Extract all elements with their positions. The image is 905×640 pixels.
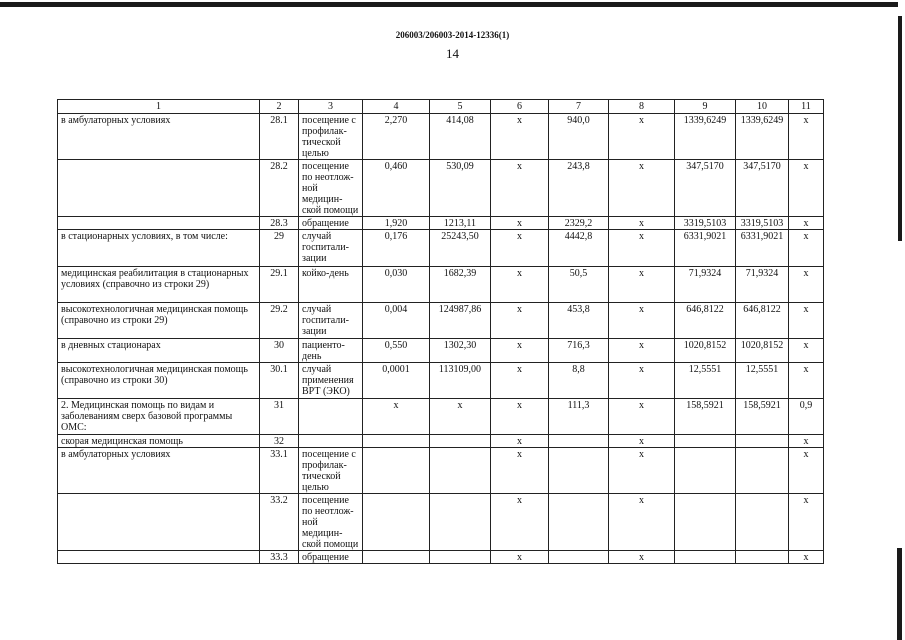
table-cell: х <box>789 160 824 217</box>
table-cell: 8,8 <box>549 363 609 399</box>
table-cell: 2. Медицинская помощь по видам и заболеваниям сверх базовой программы ОМС: <box>58 399 260 435</box>
table-cell: в амбулаторных условиях <box>58 114 260 160</box>
table-cell: 1213,11 <box>430 217 491 230</box>
table-cell: 29 <box>260 230 299 267</box>
table-cell: обращение <box>299 551 363 564</box>
table-cell: 1020,8152 <box>675 339 736 363</box>
table-cell: 1339,6249 <box>736 114 789 160</box>
scan-border-right-lower <box>897 548 902 640</box>
table-cell: в дневных стационарах <box>58 339 260 363</box>
table-cell: 28.3 <box>260 217 299 230</box>
table-cell: х <box>609 363 675 399</box>
table-cell: 25243,50 <box>430 230 491 267</box>
table-cell: х <box>491 160 549 217</box>
table-cell: 30.1 <box>260 363 299 399</box>
table-cell: в стационарных условиях, в том числе: <box>58 230 260 267</box>
table-cell: 0,460 <box>363 160 430 217</box>
table-row <box>58 551 824 564</box>
table-cell: 1302,30 <box>430 339 491 363</box>
table-cell: 4442,8 <box>549 230 609 267</box>
table-cell: 50,5 <box>549 267 609 303</box>
table-cell <box>430 551 491 564</box>
table-cell: х <box>491 303 549 339</box>
table-cell: х <box>609 399 675 435</box>
table-cell: 0,004 <box>363 303 430 339</box>
table-header-row <box>58 100 824 114</box>
table-cell: 28.1 <box>260 114 299 160</box>
table-cell: 113109,00 <box>430 363 491 399</box>
table-cell: 716,3 <box>549 339 609 363</box>
table-cell: х <box>609 114 675 160</box>
table-cell: х <box>789 339 824 363</box>
column-header: 6 <box>491 100 549 114</box>
table-cell: х <box>609 217 675 230</box>
table-cell: 6331,9021 <box>675 230 736 267</box>
table-cell: х <box>609 267 675 303</box>
table-cell <box>363 494 430 551</box>
table-cell <box>363 551 430 564</box>
table-cell <box>430 435 491 448</box>
table-cell: х <box>789 303 824 339</box>
table-cell: 1682,39 <box>430 267 491 303</box>
table-cell: 646,8122 <box>675 303 736 339</box>
table-cell: 33.1 <box>260 448 299 494</box>
column-header: 9 <box>675 100 736 114</box>
table-cell: х <box>609 448 675 494</box>
column-header: 8 <box>609 100 675 114</box>
column-header: 1 <box>58 100 260 114</box>
table-cell <box>675 435 736 448</box>
table-cell: 940,0 <box>549 114 609 160</box>
table-cell: 0,550 <box>363 339 430 363</box>
table-cell <box>549 448 609 494</box>
table-cell: х <box>491 399 549 435</box>
table-cell: 124987,86 <box>430 303 491 339</box>
table-cell <box>549 494 609 551</box>
table-cell: в амбулаторных условиях <box>58 448 260 494</box>
table-cell: х <box>609 494 675 551</box>
table-cell: 0,176 <box>363 230 430 267</box>
table-cell: 347,5170 <box>736 160 789 217</box>
table-cell: 1020,8152 <box>736 339 789 363</box>
table-cell <box>736 448 789 494</box>
table-cell: обращение <box>299 217 363 230</box>
scan-border-top <box>0 2 898 7</box>
table-cell: высокотехнологичная медицинская помощь (справочно из строки 30) <box>58 363 260 399</box>
table-cell <box>363 448 430 494</box>
data-table <box>57 99 824 564</box>
table-cell: 0,9 <box>789 399 824 435</box>
table-cell: пациенто-день <box>299 339 363 363</box>
table-cell: 243,8 <box>549 160 609 217</box>
table-cell: 2329,2 <box>549 217 609 230</box>
table-cell: х <box>609 551 675 564</box>
column-header: 11 <box>789 100 824 114</box>
table-cell: х <box>789 114 824 160</box>
table-cell: 158,5921 <box>675 399 736 435</box>
table-cell: х <box>430 399 491 435</box>
table-cell: х <box>609 339 675 363</box>
table-row <box>58 217 824 230</box>
table-row <box>58 303 824 339</box>
table-cell: х <box>609 303 675 339</box>
column-header: 10 <box>736 100 789 114</box>
table-row <box>58 363 824 399</box>
table-cell: 0,030 <box>363 267 430 303</box>
table-cell: посещение с профилак-тической целью <box>299 114 363 160</box>
table-cell <box>736 551 789 564</box>
table-cell: 2,270 <box>363 114 430 160</box>
table-cell: х <box>789 448 824 494</box>
table-cell: случай госпитали-зации <box>299 230 363 267</box>
table-cell <box>736 435 789 448</box>
table-cell: посещение с профилак-тической целью <box>299 448 363 494</box>
table-cell: 32 <box>260 435 299 448</box>
table-row <box>58 399 824 435</box>
table-cell: 111,3 <box>549 399 609 435</box>
table-cell: 29.2 <box>260 303 299 339</box>
document-id: 206003/206003-2014-12336(1) <box>395 30 510 40</box>
table-cell <box>736 494 789 551</box>
table-row <box>58 339 824 363</box>
table-cell <box>363 435 430 448</box>
table-cell <box>58 160 260 217</box>
table-cell: 71,9324 <box>736 267 789 303</box>
table-cell: х <box>609 160 675 217</box>
table-cell: х <box>609 230 675 267</box>
table-row <box>58 160 824 217</box>
table-cell: 28.2 <box>260 160 299 217</box>
table-row <box>58 494 824 551</box>
table-cell: х <box>491 339 549 363</box>
table-cell <box>58 494 260 551</box>
table-cell: посещение по неотлож-ной медицин-ской помощи <box>299 160 363 217</box>
table-cell: посещение по неотлож-ной медицин-ской помощи <box>299 494 363 551</box>
table-cell <box>299 399 363 435</box>
table-cell: 530,09 <box>430 160 491 217</box>
table-row <box>58 267 824 303</box>
table-cell <box>675 551 736 564</box>
column-header: 2 <box>260 100 299 114</box>
table-cell: х <box>491 217 549 230</box>
column-header: 7 <box>549 100 609 114</box>
table-cell: 29.1 <box>260 267 299 303</box>
table-cell: х <box>491 267 549 303</box>
table-cell <box>58 217 260 230</box>
table-cell: 12,5551 <box>675 363 736 399</box>
table-cell: медицинская реабилитация в стационарных условиях (справочно из строки 29) <box>58 267 260 303</box>
table-cell <box>675 448 736 494</box>
table-cell <box>430 448 491 494</box>
table-cell: 347,5170 <box>675 160 736 217</box>
table-row <box>58 448 824 494</box>
table-cell: 646,8122 <box>736 303 789 339</box>
column-header: 4 <box>363 100 430 114</box>
table-cell: х <box>789 363 824 399</box>
table-cell: х <box>491 435 549 448</box>
table-cell: 6331,9021 <box>736 230 789 267</box>
table-cell <box>58 551 260 564</box>
table-cell: х <box>491 448 549 494</box>
table-cell: 1,920 <box>363 217 430 230</box>
table-cell: х <box>789 217 824 230</box>
table-cell: 3319,5103 <box>736 217 789 230</box>
table-cell: х <box>491 551 549 564</box>
table-cell: х <box>491 230 549 267</box>
page-number: 14 <box>446 46 459 61</box>
table-row <box>58 230 824 267</box>
table-cell: 414,08 <box>430 114 491 160</box>
table-cell <box>675 494 736 551</box>
table-cell: 30 <box>260 339 299 363</box>
table-cell: случай применения ВРТ (ЭКО) <box>299 363 363 399</box>
table-cell: 3319,5103 <box>675 217 736 230</box>
table-cell: койко-день <box>299 267 363 303</box>
table-cell: 158,5921 <box>736 399 789 435</box>
table-cell <box>549 435 609 448</box>
table-cell: 33.2 <box>260 494 299 551</box>
table-cell <box>430 494 491 551</box>
table-cell: 0,0001 <box>363 363 430 399</box>
table-cell: 71,9324 <box>675 267 736 303</box>
table-cell: случай госпитали-зации <box>299 303 363 339</box>
table-cell: 31 <box>260 399 299 435</box>
table-cell: х <box>789 267 824 303</box>
table-cell: х <box>789 494 824 551</box>
table-cell: х <box>789 230 824 267</box>
table-cell: х <box>789 551 824 564</box>
table-cell: 12,5551 <box>736 363 789 399</box>
table-row <box>58 435 824 448</box>
table-row <box>58 114 824 160</box>
table-cell: высокотехнологичная медицинская помощь (справочно из строки 29) <box>58 303 260 339</box>
table-cell: х <box>491 114 549 160</box>
table-body <box>58 114 824 564</box>
table-cell: 33.3 <box>260 551 299 564</box>
table-cell: х <box>491 363 549 399</box>
table-cell: 453,8 <box>549 303 609 339</box>
table-cell: х <box>363 399 430 435</box>
table-cell: х <box>789 435 824 448</box>
table-cell: х <box>491 494 549 551</box>
table-cell: 1339,6249 <box>675 114 736 160</box>
column-header: 5 <box>430 100 491 114</box>
column-header: 3 <box>299 100 363 114</box>
table-cell: х <box>609 435 675 448</box>
table-cell <box>299 435 363 448</box>
table-cell: скорая медицинская помощь <box>58 435 260 448</box>
table-cell <box>549 551 609 564</box>
